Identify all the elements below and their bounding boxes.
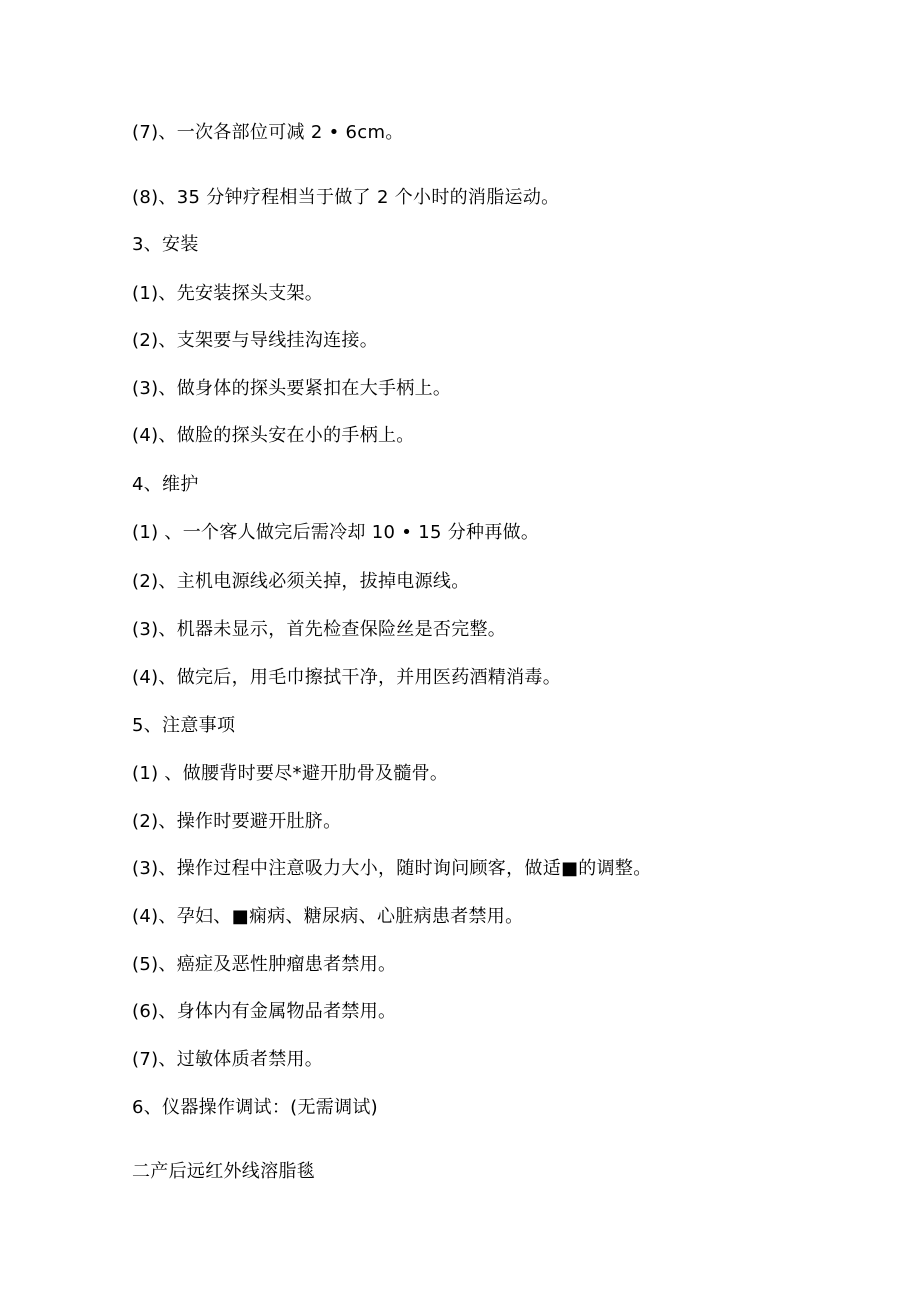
text-line: (2)、操作时要避开肚脐。 xyxy=(132,811,342,832)
section-heading-maintenance: 4、维护 xyxy=(132,474,199,495)
text-line: (3)、机器未显示，首先检查保险丝是否完整。 xyxy=(132,619,507,640)
text-line: (4)、孕妇、■痫病、糖尿病、心脏病患者禁用。 xyxy=(132,906,524,927)
text-line: (5)、癌症及恶性肿瘤患者禁用。 xyxy=(132,954,397,975)
text-line: (4)、做完后，用毛巾擦拭干净，并用医药酒精消毒。 xyxy=(132,667,561,688)
text-line: (6)、身体内有金属物品者禁用。 xyxy=(132,1001,397,1022)
text-line: (1) 、做腰背时要尽*避开肋骨及髓骨。 xyxy=(132,763,449,784)
text-line: (3)、做身体的探头要紧扣在大手柄上。 xyxy=(132,378,452,399)
section-heading-blanket: 二产后远红外线溶脂毯 xyxy=(132,1161,315,1182)
text-line: (2)、支架要与导线挂沟连接。 xyxy=(132,330,378,351)
text-line: (2)、主机电源线必须关掉，拔掉电源线。 xyxy=(132,571,470,592)
text-line: (8)、35 分钟疗程相当于做了 2 个小时的消脂运动。 xyxy=(132,187,560,208)
text-line: (7)、一次各部位可减 2 • 6cm。 xyxy=(132,122,404,143)
text-line: (4)、做脸的探头安在小的手柄上。 xyxy=(132,425,415,446)
text-line: (1) 、一个客人做完后需冷却 10 • 15 分种再做。 xyxy=(132,522,540,543)
section-heading-notes: 5、注意事项 xyxy=(132,715,236,736)
text-line: (7)、过敏体质者禁用。 xyxy=(132,1049,324,1070)
text-line: (1)、先安装探头支架。 xyxy=(132,283,324,304)
section-heading-debug: 6、仪器操作调试：(无需调试) xyxy=(132,1097,378,1118)
section-heading-install: 3、安装 xyxy=(132,234,199,255)
text-line: (3)、操作过程中注意吸力大小，随时询问顾客，做适■的调整。 xyxy=(132,858,652,879)
